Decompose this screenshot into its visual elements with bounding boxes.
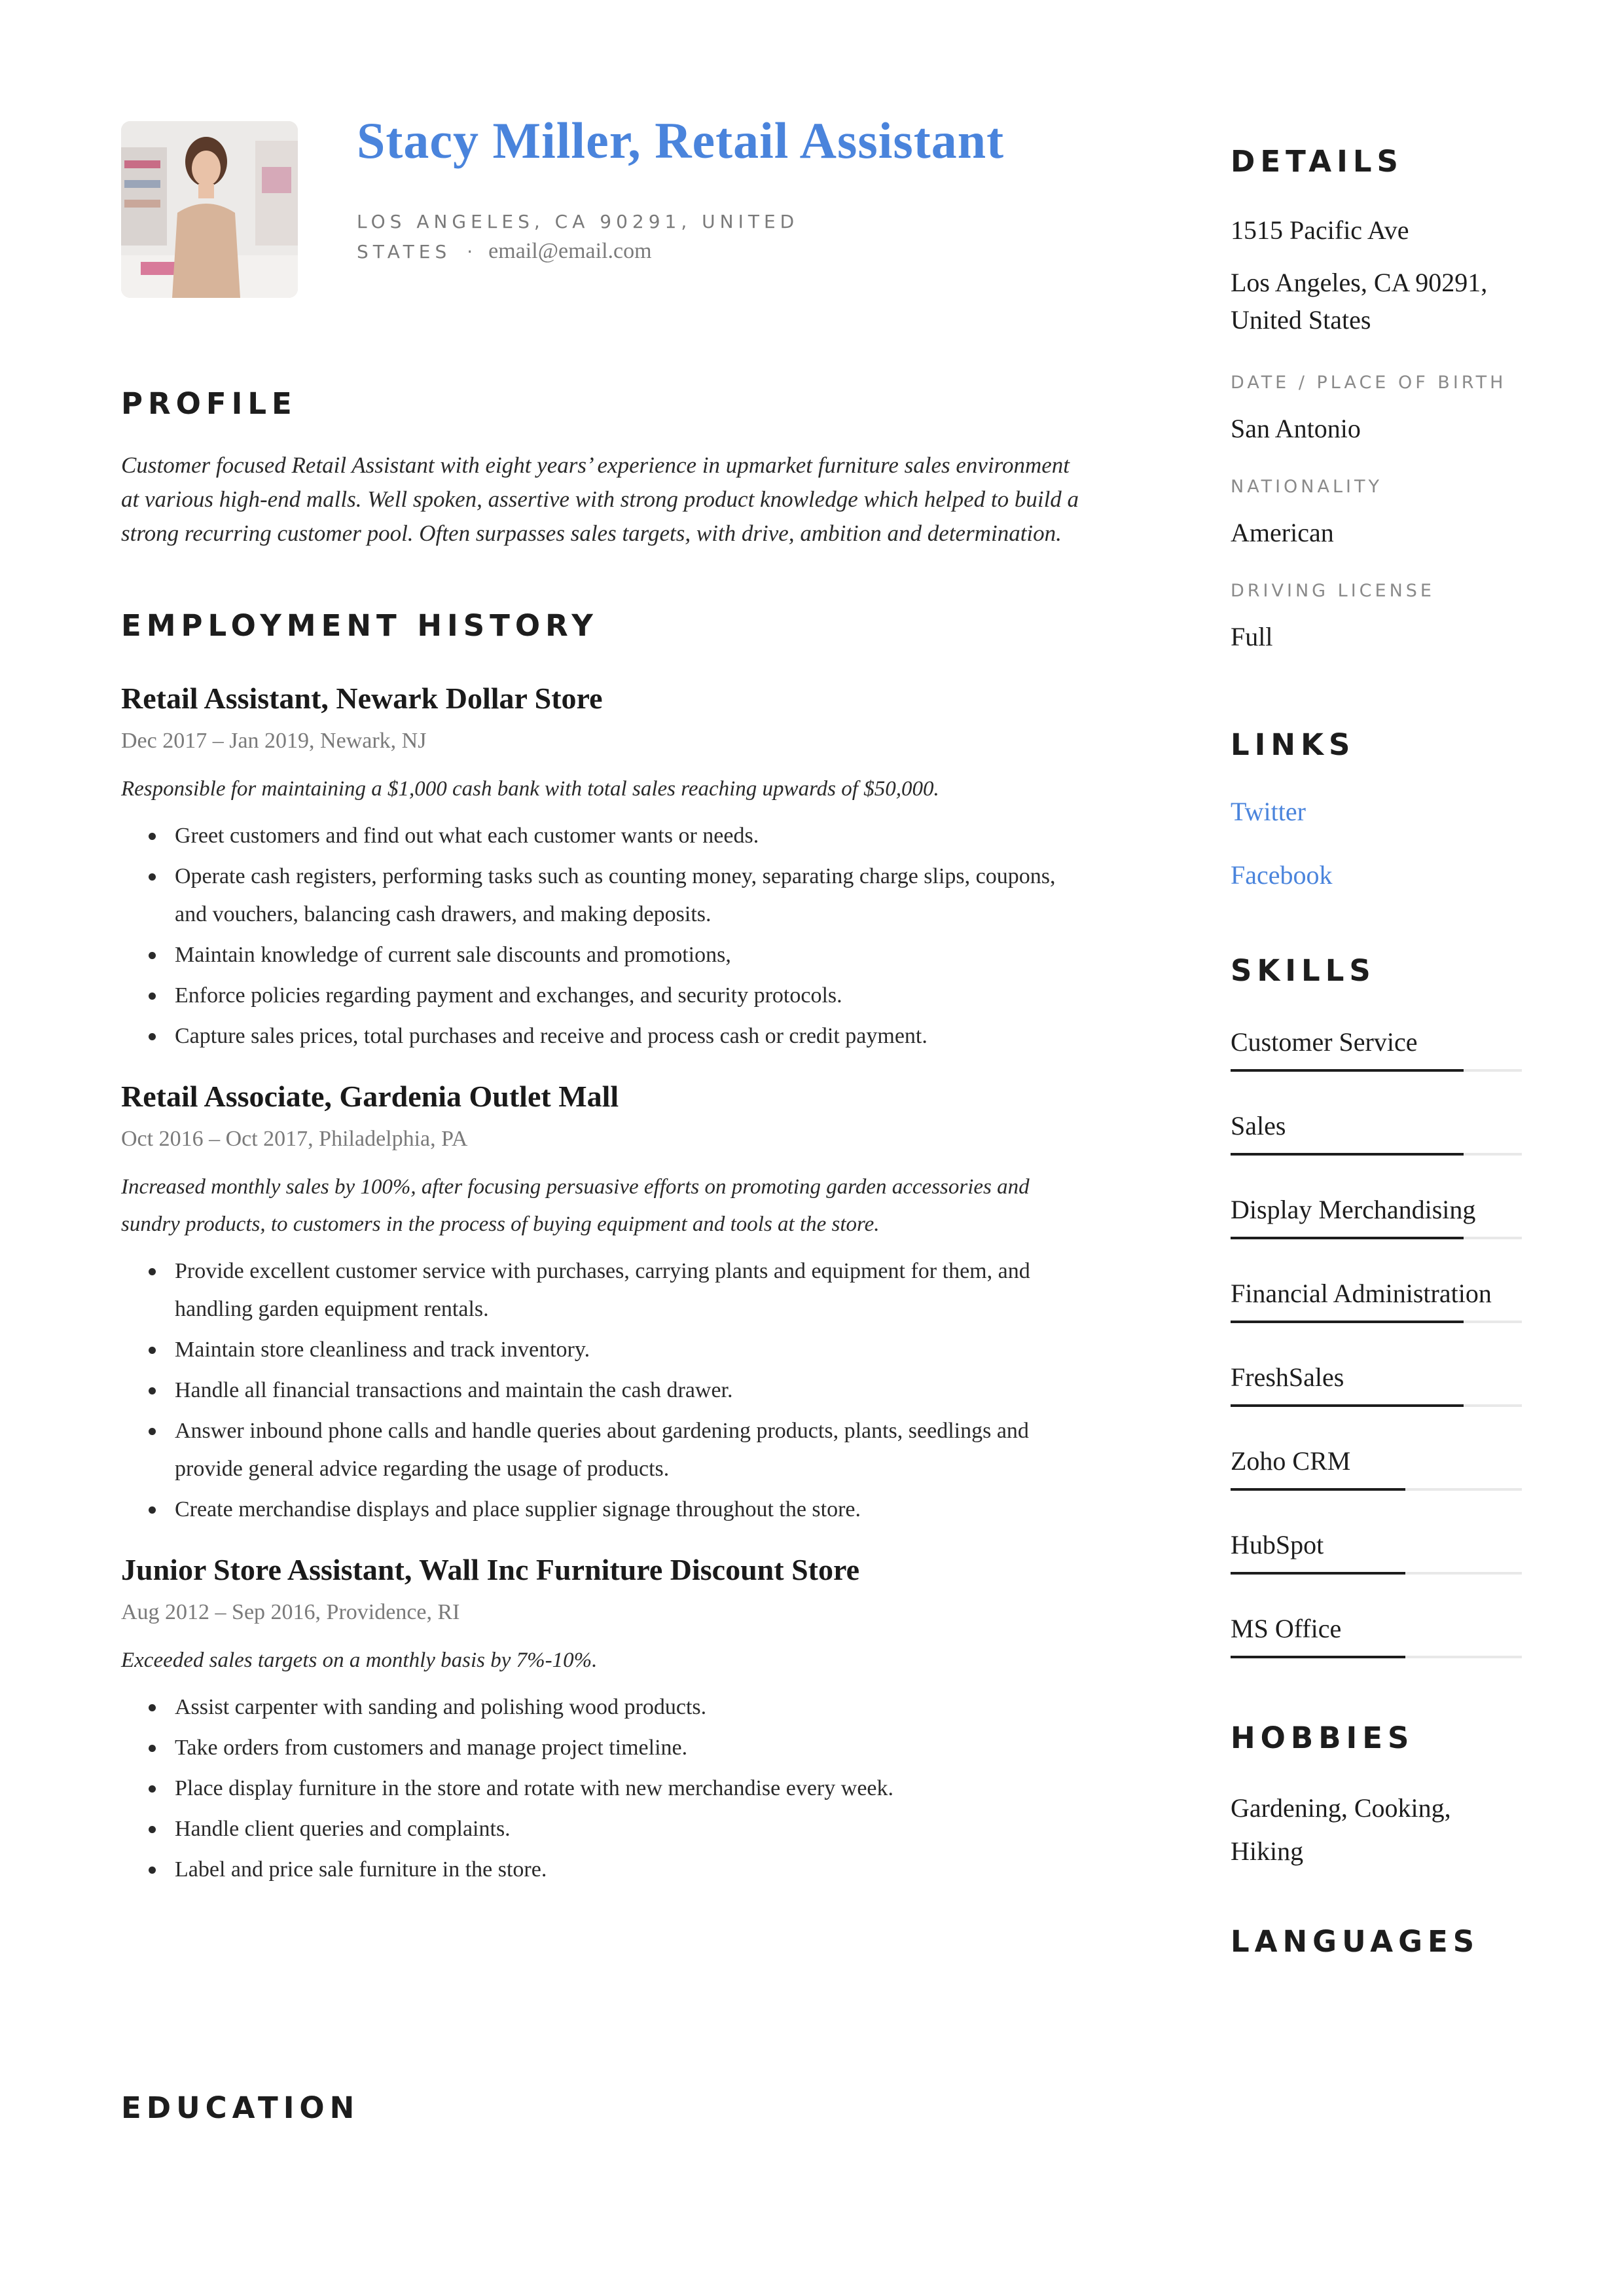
job-entry [121,681,1083,1055]
contact-separator: · [467,241,473,263]
skill-level-bar [1231,1572,1522,1575]
job-summary: Exceeded sales targets on a monthly basis by 7%-10%. [121,1649,598,1672]
job-bullet: Label and price sale furniture in the store. [121,1851,1083,1889]
job-entry [121,1079,1083,1529]
skill-name: HubSpot [1231,1530,1324,1559]
job-bullet: Take orders from customers and manage project timeline. [121,1729,1083,1767]
skill-level-bar [1231,1237,1522,1239]
license-label: DRIVING LICENSE [1231,581,1435,601]
skill-level-fill [1231,1404,1464,1407]
job-title: Retail Associate, Gardenia Outlet Mall [121,1080,619,1113]
main-column [121,386,1083,1891]
job-summary: Responsible for maintaining a $1,000 cash bank with total sales reaching upwards of $50,000. [121,777,939,801]
address-city: Los Angeles, CA 90291, United States [1231,268,1488,335]
job-bullets [121,817,1083,1055]
skill-level-bar [1231,1069,1522,1072]
job-title: Junior Store Assistant, Wall Inc Furniture Discount Store [121,1553,859,1586]
hobbies-heading: HOBBIES [1231,1721,1415,1755]
nationality-label: NATIONALITY [1231,477,1382,497]
skill-level-fill [1231,1237,1464,1239]
job-bullet: Maintain store cleanliness and track inventory. [121,1331,1083,1369]
job-bullet: Provide excellent customer service with purchases, carrying plants and equipment for them, and handling garden equipment rentals. [121,1252,1083,1328]
profile-photo-image [121,121,298,298]
links-heading: LINKS [1231,727,1356,762]
skill-item [1231,1607,1522,1658]
skill-name: MS Office [1231,1614,1342,1643]
license-value: Full [1231,622,1273,651]
employment-heading: EMPLOYMENT HISTORY [121,608,598,643]
skill-level-fill [1231,1321,1464,1323]
job-entry [121,1552,1083,1889]
job-bullet: Handle all financial transactions and maintain the cash drawer. [121,1372,1083,1410]
location-line-2: STATES [357,241,452,263]
skill-item [1231,1523,1522,1575]
job-bullet: Assist carpenter with sanding and polishing wood products. [121,1688,1083,1726]
job-bullets [121,1688,1083,1889]
skill-name: Sales [1231,1111,1286,1140]
skill-name: Display Merchandising [1231,1195,1476,1224]
job-bullet: Maintain knowledge of current sale discounts and promotions, [121,936,1083,974]
job-bullet: Answer inbound phone calls and handle queries about gardening products, plants, seedlings and provide general advice regarding the usage of products. [121,1412,1083,1488]
skill-item [1231,1104,1522,1156]
skill-name: Financial Administration [1231,1279,1492,1308]
skill-level-bar [1231,1321,1522,1323]
skill-level-fill [1231,1656,1405,1658]
skill-level-bar [1231,1656,1522,1658]
profile-photo [121,121,298,298]
skills-heading: SKILLS [1231,953,1376,988]
job-bullet: Greet customers and find out what each customer wants or needs. [121,817,1083,855]
hobbies-text: Gardening, Cooking, Hiking [1231,1793,1451,1866]
job-title: Retail Assistant, Newark Dollar Store [121,682,603,715]
location-line-2-row [357,236,828,266]
candidate-name: Stacy Miller, Retail Assistant [357,112,1005,169]
skill-item [1231,1440,1522,1491]
profile-heading: PROFILE [121,386,297,421]
job-bullet: Place display furniture in the store and rotate with new merchandise every week. [121,1770,1083,1808]
birth-value: San Antonio [1231,414,1361,443]
profile-summary: Customer focused Retail Assistant with eight years’ experience in upmarket furniture sales environment at various high-end malls. Well spoken, assertive with strong product knowledge which helped to build a strong recurring customer pool. Often surpasses sales targets, with drive, ambition and determination. [121,452,1079,546]
job-dates: Oct 2016 – Oct 2017, Philadelphia, PA [121,1127,468,1151]
address-street: 1515 Pacific Ave [1231,215,1409,245]
job-bullet: Enforce policies regarding payment and exchanges, and security protocols. [121,977,1083,1015]
sidebar [1231,144,1522,1959]
details-heading: DETAILS [1231,144,1403,179]
job-summary: Increased monthly sales by 100%, after focusing persuasive efforts on promoting garden accessories and sundry products, to customers in the process of buying equipment and tools at the store. [121,1175,1030,1236]
skill-item [1231,1356,1522,1407]
job-bullet: Create merchandise displays and place supplier signage throughout the store. [121,1491,1083,1529]
skill-level-fill [1231,1488,1405,1491]
skill-item [1231,1021,1522,1072]
email-address[interactable]: email@email.com [488,239,652,263]
skill-level-bar [1231,1153,1522,1156]
skill-item [1231,1272,1522,1323]
location-line-1: LOS ANGELES, CA 90291, UNITED [357,211,799,232]
languages-heading: LANGUAGES [1231,1924,1480,1959]
link-facebook[interactable]: Facebook [1231,860,1333,890]
link-twitter[interactable]: Twitter [1231,797,1306,826]
education-heading: EDUCATION [121,2090,360,2125]
nationality-value: American [1231,518,1334,547]
job-bullets [121,1252,1083,1529]
job-bullet: Handle client queries and complaints. [121,1810,1083,1848]
skill-level-bar [1231,1488,1522,1491]
skills-list [1231,1021,1522,1658]
skill-level-fill [1231,1572,1405,1575]
job-bullet: Operate cash registers, performing tasks such as counting money, separating charge slips, coupons, and vouchers, balancing cash drawers, and making deposits. [121,858,1083,934]
skill-name: Customer Service [1231,1027,1418,1057]
skill-level-bar [1231,1404,1522,1407]
skill-name: FreshSales [1231,1362,1344,1392]
skill-level-fill [1231,1153,1464,1156]
contact-info [357,207,828,266]
job-dates: Aug 2012 – Sep 2016, Providence, RI [121,1600,460,1624]
job-bullet: Capture sales prices, total purchases and receive and process cash or credit payment. [121,1017,1083,1055]
job-dates: Dec 2017 – Jan 2019, Newark, NJ [121,729,427,753]
birth-label: DATE / PLACE OF BIRTH [1231,373,1507,393]
skill-name: Zoho CRM [1231,1446,1351,1476]
skill-level-fill [1231,1069,1464,1072]
skill-item [1231,1188,1522,1239]
